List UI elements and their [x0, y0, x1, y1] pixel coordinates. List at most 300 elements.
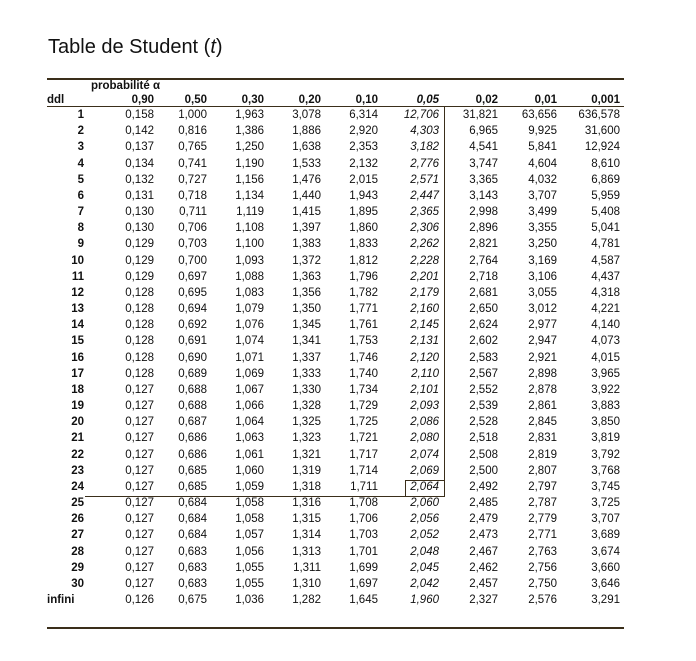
table-row [47, 545, 624, 559]
value-cell: 2,831 [528, 432, 557, 445]
table-row [47, 577, 624, 591]
value-cell: 1,706 [349, 513, 378, 526]
value-cell: 3,707 [591, 513, 620, 526]
table-row [47, 464, 624, 478]
table-row [47, 173, 624, 187]
value-cell: 0,127 [125, 577, 154, 590]
value-cell: 1,055 [235, 577, 264, 590]
table-row [47, 108, 624, 122]
column-header: 0,001 [591, 94, 620, 106]
value-cell: 4,437 [591, 270, 620, 283]
value-cell: 0,686 [178, 448, 207, 461]
table-row [47, 593, 624, 607]
value-cell: 0,127 [125, 513, 154, 526]
value-cell: 2,977 [528, 319, 557, 332]
value-cell: 3,012 [528, 303, 557, 315]
table-row [47, 318, 624, 332]
value-cell: 1,036 [235, 594, 264, 607]
ddl-cell: 6 [77, 189, 84, 202]
value-cell: 2,052 [410, 529, 439, 542]
value-cell: 4,541 [469, 141, 498, 154]
table-row [47, 528, 624, 542]
value-cell: 1,415 [292, 206, 321, 218]
table-row [47, 561, 624, 575]
value-cell: 3,689 [591, 529, 620, 542]
value-cell: 3,674 [591, 545, 620, 558]
value-cell: 3,365 [469, 173, 498, 186]
value-cell: 1,350 [292, 303, 321, 315]
value-cell: 2,015 [349, 173, 378, 186]
value-cell: 1,729 [349, 400, 378, 413]
ddl-cell: 7 [77, 206, 84, 218]
value-cell: 2,552 [469, 383, 498, 396]
value-cell: 1,440 [292, 189, 321, 202]
value-cell: 1,697 [349, 577, 378, 590]
value-cell: 2,845 [528, 416, 557, 429]
value-cell: 3,745 [591, 480, 620, 493]
table-row [47, 496, 624, 510]
value-cell: 0,128 [125, 351, 154, 364]
ddl-cell: 9 [77, 238, 84, 251]
value-cell: 1,701 [349, 545, 378, 558]
ddl-cell: 18 [71, 383, 84, 396]
value-cell: 2,262 [410, 238, 439, 251]
value-cell: 0,127 [125, 529, 154, 542]
value-cell: 1,059 [235, 480, 264, 493]
value-cell: 2,776 [410, 157, 439, 170]
value-cell: 1,895 [349, 206, 378, 218]
table-row [47, 351, 624, 365]
value-cell: 2,045 [410, 561, 439, 574]
column-header: 0,01 [534, 94, 557, 106]
value-cell: 2,447 [410, 189, 439, 202]
value-cell: 3,291 [591, 594, 620, 607]
table-row [47, 480, 624, 494]
value-cell: 3,707 [528, 189, 557, 202]
value-cell: 2,771 [528, 529, 557, 542]
value-cell: 3,078 [292, 109, 321, 121]
value-cell: 0,137 [125, 141, 154, 154]
value-cell: 12,924 [584, 141, 620, 154]
value-cell: 0,741 [178, 157, 207, 170]
value-cell: 0,127 [125, 480, 154, 493]
value-cell: 2,131 [410, 335, 439, 348]
value-cell: 0,685 [178, 480, 207, 493]
value-cell: 0,692 [178, 319, 207, 332]
value-cell: 2,086 [410, 416, 439, 429]
value-cell: 2,718 [469, 270, 498, 283]
value-cell: 2,042 [410, 577, 439, 590]
value-cell: 4,221 [591, 303, 620, 315]
value-cell: 0,142 [125, 125, 154, 138]
value-cell: 3,143 [469, 189, 498, 202]
ddl-header: ddl [47, 94, 65, 106]
value-cell: 6,965 [469, 125, 498, 138]
ddl-cell: 25 [71, 497, 84, 510]
value-cell: 4,318 [591, 286, 620, 299]
column-header: 0,50 [184, 94, 207, 106]
value-cell: 2,650 [469, 303, 498, 315]
value-cell: 0,684 [178, 497, 207, 510]
value-cell: 2,821 [469, 238, 498, 251]
value-cell: 3,182 [410, 141, 439, 154]
column-header: 0,30 [241, 94, 264, 106]
value-cell: 2,681 [469, 286, 498, 299]
value-cell: 0,127 [125, 561, 154, 574]
value-cell: 1,721 [349, 432, 378, 445]
table-row [47, 157, 624, 171]
value-cell: 1,734 [349, 383, 378, 396]
value-cell: 1,055 [235, 561, 264, 574]
value-cell: 1,321 [292, 448, 321, 461]
value-cell: 1,000 [178, 109, 207, 121]
value-cell: 1,761 [349, 319, 378, 332]
value-cell: 636,578 [578, 109, 620, 121]
probability-label: probabilité α [91, 80, 161, 92]
ddl-cell: 29 [71, 561, 84, 574]
value-cell: 0,130 [125, 206, 154, 218]
value-cell: 63,656 [521, 109, 557, 121]
value-cell: 1,066 [235, 400, 264, 413]
value-cell: 1,363 [292, 270, 321, 283]
box-line [85, 496, 445, 497]
table-row [47, 140, 624, 154]
value-cell: 1,717 [349, 448, 378, 461]
table-row [47, 448, 624, 462]
value-cell: 1,069 [235, 367, 264, 380]
value-cell: 2,160 [410, 303, 439, 315]
value-cell: 2,779 [528, 513, 557, 526]
table-row [47, 221, 624, 235]
table-row [47, 399, 624, 413]
value-cell: 1,056 [235, 545, 264, 558]
value-cell: 1,341 [292, 335, 321, 348]
box-line [405, 480, 406, 497]
value-cell: 2,797 [528, 480, 557, 493]
value-cell: 3,055 [528, 286, 557, 299]
value-cell: 4,140 [591, 319, 620, 332]
value-cell: 2,467 [469, 545, 498, 558]
value-cell: 2,583 [469, 351, 498, 364]
value-cell: 0,683 [178, 577, 207, 590]
value-cell: 1,386 [235, 125, 264, 138]
table-bottom-rule [47, 627, 624, 629]
value-cell: 0,130 [125, 222, 154, 235]
value-cell: 2,500 [469, 464, 498, 477]
page-title [48, 36, 223, 59]
value-cell: 3,850 [591, 416, 620, 429]
value-cell: 2,861 [528, 400, 557, 413]
value-cell: 0,691 [178, 335, 207, 348]
value-cell: 2,080 [410, 432, 439, 445]
value-cell: 1,833 [349, 238, 378, 251]
ddl-cell: 17 [71, 367, 84, 380]
value-cell: 2,518 [469, 432, 498, 445]
value-cell: 5,841 [528, 141, 557, 154]
value-cell: 2,750 [528, 577, 557, 590]
value-cell: 0,684 [178, 513, 207, 526]
value-cell: 2,947 [528, 335, 557, 348]
value-cell: 0,128 [125, 335, 154, 348]
value-cell: 5,408 [591, 206, 620, 218]
ddl-cell: 10 [71, 254, 84, 267]
value-cell: 2,508 [469, 448, 498, 461]
ddl-cell: 15 [71, 335, 84, 348]
value-cell: 3,792 [591, 448, 620, 461]
value-cell: 1,108 [235, 222, 264, 235]
value-cell: 1,372 [292, 254, 321, 267]
value-cell: 3,768 [591, 464, 620, 477]
value-cell: 0,718 [178, 189, 207, 202]
value-cell: 4,303 [410, 125, 439, 138]
value-cell: 0,683 [178, 561, 207, 574]
value-cell: 1,333 [292, 367, 321, 380]
value-cell: 2,060 [410, 497, 439, 510]
table-row [47, 270, 624, 284]
value-cell: 1,860 [349, 222, 378, 235]
value-cell: 1,079 [235, 303, 264, 315]
value-cell: 1,061 [235, 448, 264, 461]
value-cell: 1,316 [292, 497, 321, 510]
value-cell: 3,355 [528, 222, 557, 235]
value-cell: 0,697 [178, 270, 207, 283]
ddl-cell: 16 [71, 351, 84, 364]
value-cell: 0,684 [178, 529, 207, 542]
column-header: 0,20 [298, 94, 321, 106]
value-cell: 2,365 [410, 206, 439, 218]
value-cell: 2,132 [349, 157, 378, 170]
value-cell: 0,687 [178, 416, 207, 429]
value-cell: 0,158 [125, 109, 154, 121]
box-line [444, 107, 445, 496]
ddl-cell: 8 [77, 222, 84, 235]
value-cell: 12,706 [403, 109, 439, 121]
value-cell: 2,120 [410, 351, 439, 364]
value-cell: 2,998 [469, 206, 498, 218]
value-cell: 2,485 [469, 497, 498, 510]
value-cell: 0,129 [125, 254, 154, 267]
value-cell: 1,325 [292, 416, 321, 429]
value-cell: 1,397 [292, 222, 321, 235]
column-header: 0,10 [355, 94, 378, 106]
value-cell: 2,069 [410, 464, 439, 477]
value-cell: 1,725 [349, 416, 378, 429]
value-cell: 1,100 [235, 238, 264, 251]
value-cell: 0,129 [125, 238, 154, 251]
value-cell: 1,356 [292, 286, 321, 299]
value-cell: 1,134 [235, 189, 264, 202]
table-row [47, 254, 624, 268]
value-cell: 0,127 [125, 400, 154, 413]
value-cell: 1,383 [292, 238, 321, 251]
value-cell: 1,771 [349, 303, 378, 315]
value-cell: 0,688 [178, 383, 207, 396]
value-cell: 0,700 [178, 254, 207, 267]
value-cell: 2,576 [528, 594, 557, 607]
value-cell: 0,128 [125, 319, 154, 332]
value-cell: 6,314 [349, 109, 378, 121]
ddl-cell: 12 [71, 286, 84, 299]
box-line [405, 480, 445, 481]
ddl-cell: 2 [77, 125, 84, 138]
value-cell: 1,119 [236, 206, 264, 218]
value-cell: 1,476 [292, 173, 321, 186]
value-cell: 5,041 [591, 222, 620, 235]
table-row [47, 286, 624, 300]
value-cell: 1,960 [410, 594, 439, 607]
value-cell: 1,796 [349, 270, 378, 283]
value-cell: 4,032 [528, 173, 557, 186]
value-cell: 1,190 [235, 157, 264, 170]
value-cell: 1,058 [235, 497, 264, 510]
value-cell: 1,708 [349, 497, 378, 510]
ddl-cell: 11 [71, 270, 84, 283]
value-cell: 3,965 [591, 367, 620, 380]
value-cell: 1,337 [292, 351, 321, 364]
value-cell: 0,127 [125, 432, 154, 445]
value-cell: 1,058 [235, 513, 264, 526]
value-cell: 1,310 [292, 577, 321, 590]
ddl-cell: infini [47, 594, 75, 607]
table-row [47, 367, 624, 381]
value-cell: 1,076 [235, 319, 264, 332]
value-cell: 2,898 [528, 367, 557, 380]
title-variable: t [210, 36, 216, 58]
value-cell: 1,314 [292, 529, 321, 542]
value-cell: 2,896 [469, 222, 498, 235]
value-cell: 2,756 [528, 561, 557, 574]
value-cell: 3,106 [528, 270, 557, 283]
value-cell: 1,318 [292, 480, 321, 493]
ddl-cell: 21 [71, 432, 84, 445]
value-cell: 1,638 [292, 141, 321, 154]
value-cell: 0,128 [125, 286, 154, 299]
value-cell: 3,250 [528, 238, 557, 251]
value-cell: 1,311 [293, 561, 321, 574]
value-cell: 2,056 [410, 513, 439, 526]
table-row [47, 302, 624, 316]
value-cell: 2,479 [469, 513, 498, 526]
value-cell: 1,057 [235, 529, 264, 542]
value-cell: 0,127 [125, 464, 154, 477]
value-cell: 1,699 [349, 561, 378, 574]
table-row [47, 124, 624, 138]
value-cell: 3,169 [528, 254, 557, 267]
value-cell: 2,353 [349, 141, 378, 154]
value-cell: 2,571 [410, 173, 439, 186]
value-cell: 2,101 [410, 383, 439, 396]
title-text: Table de Student ( [48, 36, 211, 58]
value-cell: 9,925 [528, 125, 557, 138]
value-cell: 1,313 [292, 545, 321, 558]
value-cell: 4,587 [591, 254, 620, 267]
value-cell: 1,060 [235, 464, 264, 477]
value-cell: 0,129 [125, 270, 154, 283]
value-cell: 0,127 [125, 448, 154, 461]
title-close: ) [215, 36, 223, 58]
value-cell: 4,073 [591, 335, 620, 348]
value-cell: 2,093 [410, 400, 439, 413]
value-cell: 2,306 [410, 222, 439, 235]
value-cell: 1,063 [235, 432, 264, 445]
value-cell: 1,746 [349, 351, 378, 364]
column-header: 0,05 [416, 94, 439, 106]
value-cell: 2,327 [469, 594, 498, 607]
table-row [47, 334, 624, 348]
ddl-cell: 22 [71, 448, 84, 461]
value-cell: 1,282 [292, 594, 321, 607]
ddl-cell: 23 [71, 464, 84, 477]
value-cell: 0,765 [178, 141, 207, 154]
value-cell: 4,781 [591, 238, 620, 251]
ddl-cell: 19 [71, 400, 84, 413]
value-cell: 1,345 [292, 319, 321, 332]
value-cell: 2,145 [410, 319, 439, 332]
value-cell: 31,600 [584, 125, 620, 138]
column-header: 0,90 [131, 94, 154, 106]
value-cell: 1,083 [235, 286, 264, 299]
value-cell: 3,646 [591, 577, 620, 590]
value-cell: 1,753 [349, 335, 378, 348]
value-cell: 2,473 [469, 529, 498, 542]
value-cell: 2,920 [349, 125, 378, 138]
value-cell: 1,319 [292, 464, 321, 477]
value-cell: 1,067 [235, 383, 264, 396]
value-cell: 0,689 [178, 367, 207, 380]
value-cell: 31,821 [462, 109, 498, 121]
value-cell: 0,711 [179, 206, 207, 218]
column-header: 0,02 [475, 94, 498, 106]
table-row [47, 383, 624, 397]
value-cell: 2,567 [469, 367, 498, 380]
value-cell: 0,683 [178, 545, 207, 558]
value-cell: 0,675 [178, 594, 207, 607]
value-cell: 0,128 [125, 303, 154, 315]
value-cell: 0,706 [178, 222, 207, 235]
value-cell: 1,943 [349, 189, 378, 202]
value-cell: 5,959 [591, 189, 620, 202]
value-cell: 0,131 [125, 189, 154, 202]
value-cell: 0,128 [125, 367, 154, 380]
ddl-cell: 20 [71, 416, 84, 429]
value-cell: 1,645 [349, 594, 378, 607]
value-cell: 0,127 [125, 497, 154, 510]
value-cell: 2,763 [528, 545, 557, 558]
value-cell: 2,539 [469, 400, 498, 413]
value-cell: 1,156 [235, 173, 264, 186]
value-cell: 3,660 [591, 561, 620, 574]
value-cell: 3,819 [591, 432, 620, 445]
value-cell: 3,747 [469, 157, 498, 170]
value-cell: 6,869 [591, 173, 620, 186]
value-cell: 1,328 [292, 400, 321, 413]
value-cell: 0,816 [178, 125, 207, 138]
value-cell: 1,711 [350, 480, 378, 493]
ddl-cell: 14 [71, 319, 84, 332]
ddl-cell: 3 [77, 141, 84, 154]
ddl-cell: 24 [71, 480, 84, 493]
value-cell: 1,088 [235, 270, 264, 283]
ddl-cell: 26 [71, 513, 84, 526]
value-cell: 0,703 [178, 238, 207, 251]
value-cell: 2,074 [410, 448, 439, 461]
value-cell: 2,457 [469, 577, 498, 590]
table-row [47, 189, 624, 203]
ddl-cell: 28 [71, 545, 84, 558]
value-cell: 1,074 [235, 335, 264, 348]
value-cell: 1,703 [349, 529, 378, 542]
value-cell: 8,610 [591, 157, 620, 170]
